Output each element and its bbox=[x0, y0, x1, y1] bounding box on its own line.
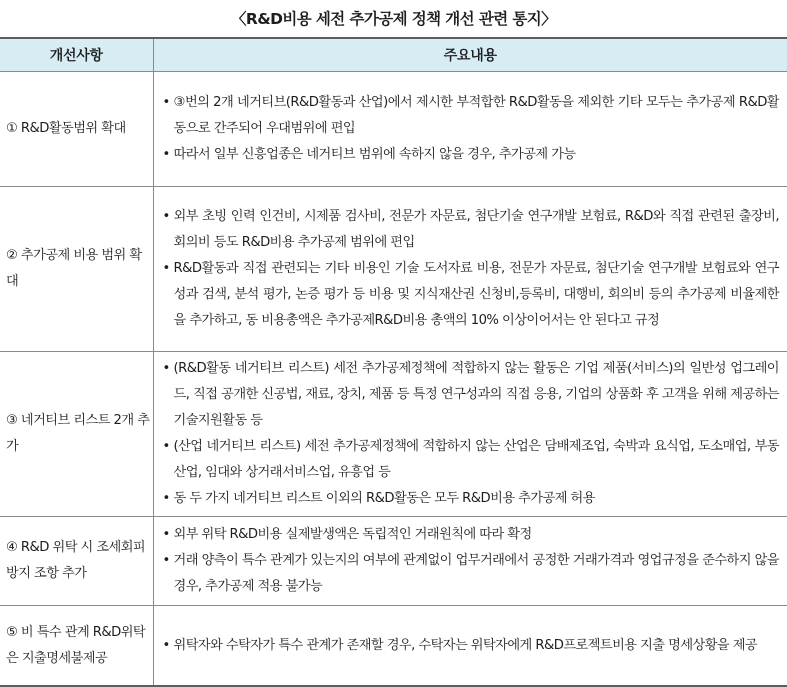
bullet-item: • 외부 위탁 R&D비용 실제발생액은 독립적인 거래원칙에 따라 확정 bbox=[163, 522, 780, 548]
bullet-item: • 위탁자와 수탁자가 특수 관계가 존재할 경우, 수탁자는 위탁자에게 R&D프로젝트비용 지출 명세상황을 제공 bbox=[163, 633, 780, 659]
item-cell: ⑤ 비 특수 관계 R&D위탁은 지출명세불제공 bbox=[0, 606, 153, 687]
bullet-item: • 동 두 가지 네거티브 리스트 이외의 R&D활동은 모두 R&D비용 추가공제 허용 bbox=[163, 486, 780, 512]
bullet-list bbox=[163, 204, 780, 334]
content-cell bbox=[153, 352, 787, 517]
bullet-list bbox=[163, 90, 780, 168]
item-cell: ① R&D활동범위 확대 bbox=[0, 72, 153, 187]
item-cell: ② 추가공제 비용 범위 확대 bbox=[0, 187, 153, 352]
bullet-item: • 거래 양측이 특수 관계가 있는지의 여부에 관계없이 업무거래에서 공정한 거래가격과 영업규정을 준수하지 않을 경우, 추가공제 적용 불가능 bbox=[163, 548, 780, 600]
item-cell: ③ 네거티브 리스트 2개 추가 bbox=[0, 352, 153, 517]
bullet-item: • 따라서 일부 신흥업종은 네거티브 범위에 속하지 않을 경우, 추가공제 가능 bbox=[163, 142, 780, 168]
bullet-list bbox=[163, 356, 780, 512]
content-cell bbox=[153, 606, 787, 687]
page-title: 〈R&D비용 세전 추가공제 정책 개선 관련 통지〉 bbox=[230, 10, 557, 28]
notice-table bbox=[0, 39, 787, 687]
bullet-item: • 외부 초빙 인력 인건비, 시제품 검사비, 전문가 자문료, 첨단기술 연구개발 보험료, R&D와 직접 관련된 출장비, 회의비 등도 R&D비용 추가공제 범위에 편입 bbox=[163, 204, 780, 256]
table-row bbox=[0, 187, 787, 352]
bullet-item: • R&D활동과 직접 관련되는 기타 비용인 기술 도서자료 비용, 전문가 자문료, 첨단기술 연구개발 보험료와 연구성과 검색, 분석 평가, 논증 평가 등 비용 및 지식재산권 신청비,등록비, 대행비, 회의비 등의 추가공제 비율제한을 추가하고, 동 비용총액은 추가공제R&D비용 총액의 10% 이상이어서는 안 된다고 규정 bbox=[163, 256, 780, 334]
table-row bbox=[0, 352, 787, 517]
content-cell bbox=[153, 72, 787, 187]
table-row bbox=[0, 606, 787, 687]
header-item-cell: 개선사항 bbox=[0, 39, 153, 72]
bullet-list bbox=[163, 522, 780, 600]
table-row bbox=[0, 517, 787, 606]
table-row bbox=[0, 72, 787, 187]
item-cell: ④ R&D 위탁 시 조세회피방지 조항 추가 bbox=[0, 517, 153, 606]
bullet-item: • ③번의 2개 네거티브(R&D활동과 산업)에서 제시한 부적합한 R&D활동을 제외한 기타 모두는 추가공제 R&D활동으로 간주되어 우대범위에 편입 bbox=[163, 90, 780, 142]
content-cell bbox=[153, 517, 787, 606]
bullet-list bbox=[163, 633, 780, 659]
content-cell bbox=[153, 187, 787, 352]
header-row bbox=[0, 39, 787, 72]
header-content-cell: 주요내용 bbox=[153, 39, 787, 72]
bullet-item: • (산업 네거티브 리스트) 세전 추가공제정책에 적합하지 않는 산업은 담배제조업, 숙박과 요식업, 도소매업, 부동산업, 임대와 상거래서비스업, 유흥업 등 bbox=[163, 434, 780, 486]
bullet-item: • (R&D활동 네거티브 리스트) 세전 추가공제정책에 적합하지 않는 활동은 기업 제품(서비스)의 일반성 업그레이드, 직접 공개한 신공법, 재료, 장치, 제품 등 특정 연구성과의 직접 응용, 기업의 상품화 후 고객을 위해 제공하는 기술지원활동 등 bbox=[163, 356, 780, 434]
